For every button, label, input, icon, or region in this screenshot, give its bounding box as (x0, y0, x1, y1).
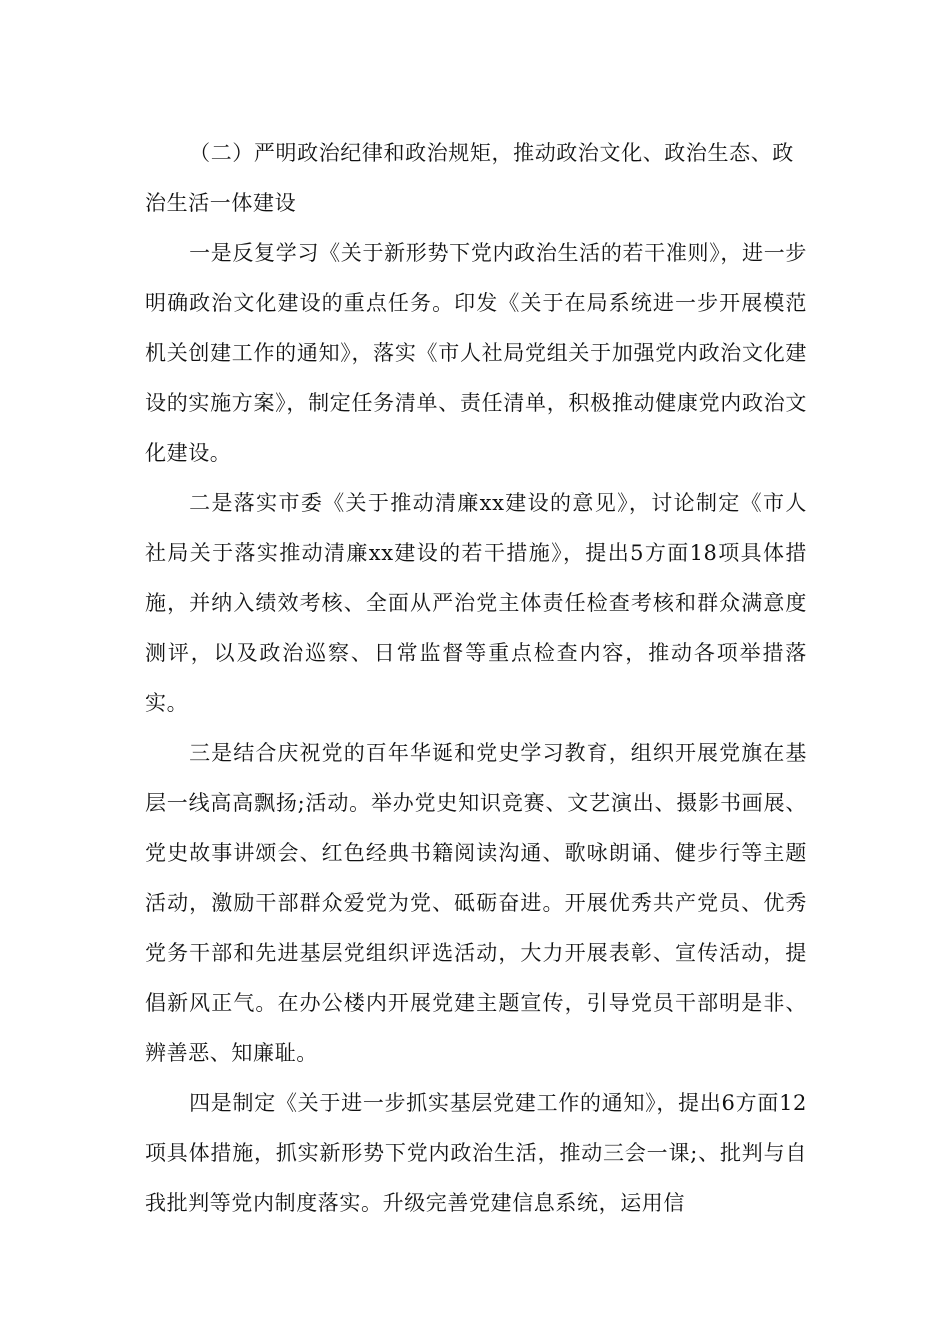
document-body (145, 128, 807, 1228)
section-heading: （二）严明政治纪律和政治规矩，推动政治文化、政治生态、政治生活一体建设 (145, 141, 794, 215)
paragraph-3: 三是结合庆祝党的百年华诞和党史学习教育，组织开展党旗在基层一线高高飘扬;活动。举办党史知识竞赛、文艺演出、摄影书画展、党史故事讲颂会、红色经典书籍阅读沟通、歌咏朗诵、健步行等主题活动，激励干部群众爱党为党、砥砺奋进。开展优秀共产党员、优秀党务干部和先进基层党组织评选活动，大力开展表彰、宣传活动，提倡新风正气。在办公楼内开展党建主题宣传，引导党员干部明是非、辨善恶、知廉耻。 (145, 741, 807, 1065)
paragraph-1: 一是反复学习《关于新形势下党内政治生活的若干准则》，进一步明确政治文化建设的重点任务。印发《关于在局系统进一步开展模范机关创建工作的通知》，落实《市人社局党组关于加强党内政治文化建设的实施方案》，制定任务清单、责任清单，积极推动健康党内政治文化建设。 (145, 241, 807, 465)
paragraph-2: 二是落实市委《关于推动清廉xx建设的意见》，讨论制定《市人社局关于落实推动清廉xx建设的若干措施》，提出5方面18项具体措施，并纳入绩效考核、全面从严治党主体责任检查考核和群众满意度测评，以及政治巡察、日常监督等重点检查内容，推动各项举措落实。 (145, 491, 807, 715)
paragraph-4: 四是制定《关于进一步抓实基层党建工作的通知》，提出6方面12项具体措施，抓实新形势下党内政治生活，推动三会一课;、批判与自我批判等党内制度落实。升级完善党建信息系统，运用信 (145, 1091, 807, 1215)
